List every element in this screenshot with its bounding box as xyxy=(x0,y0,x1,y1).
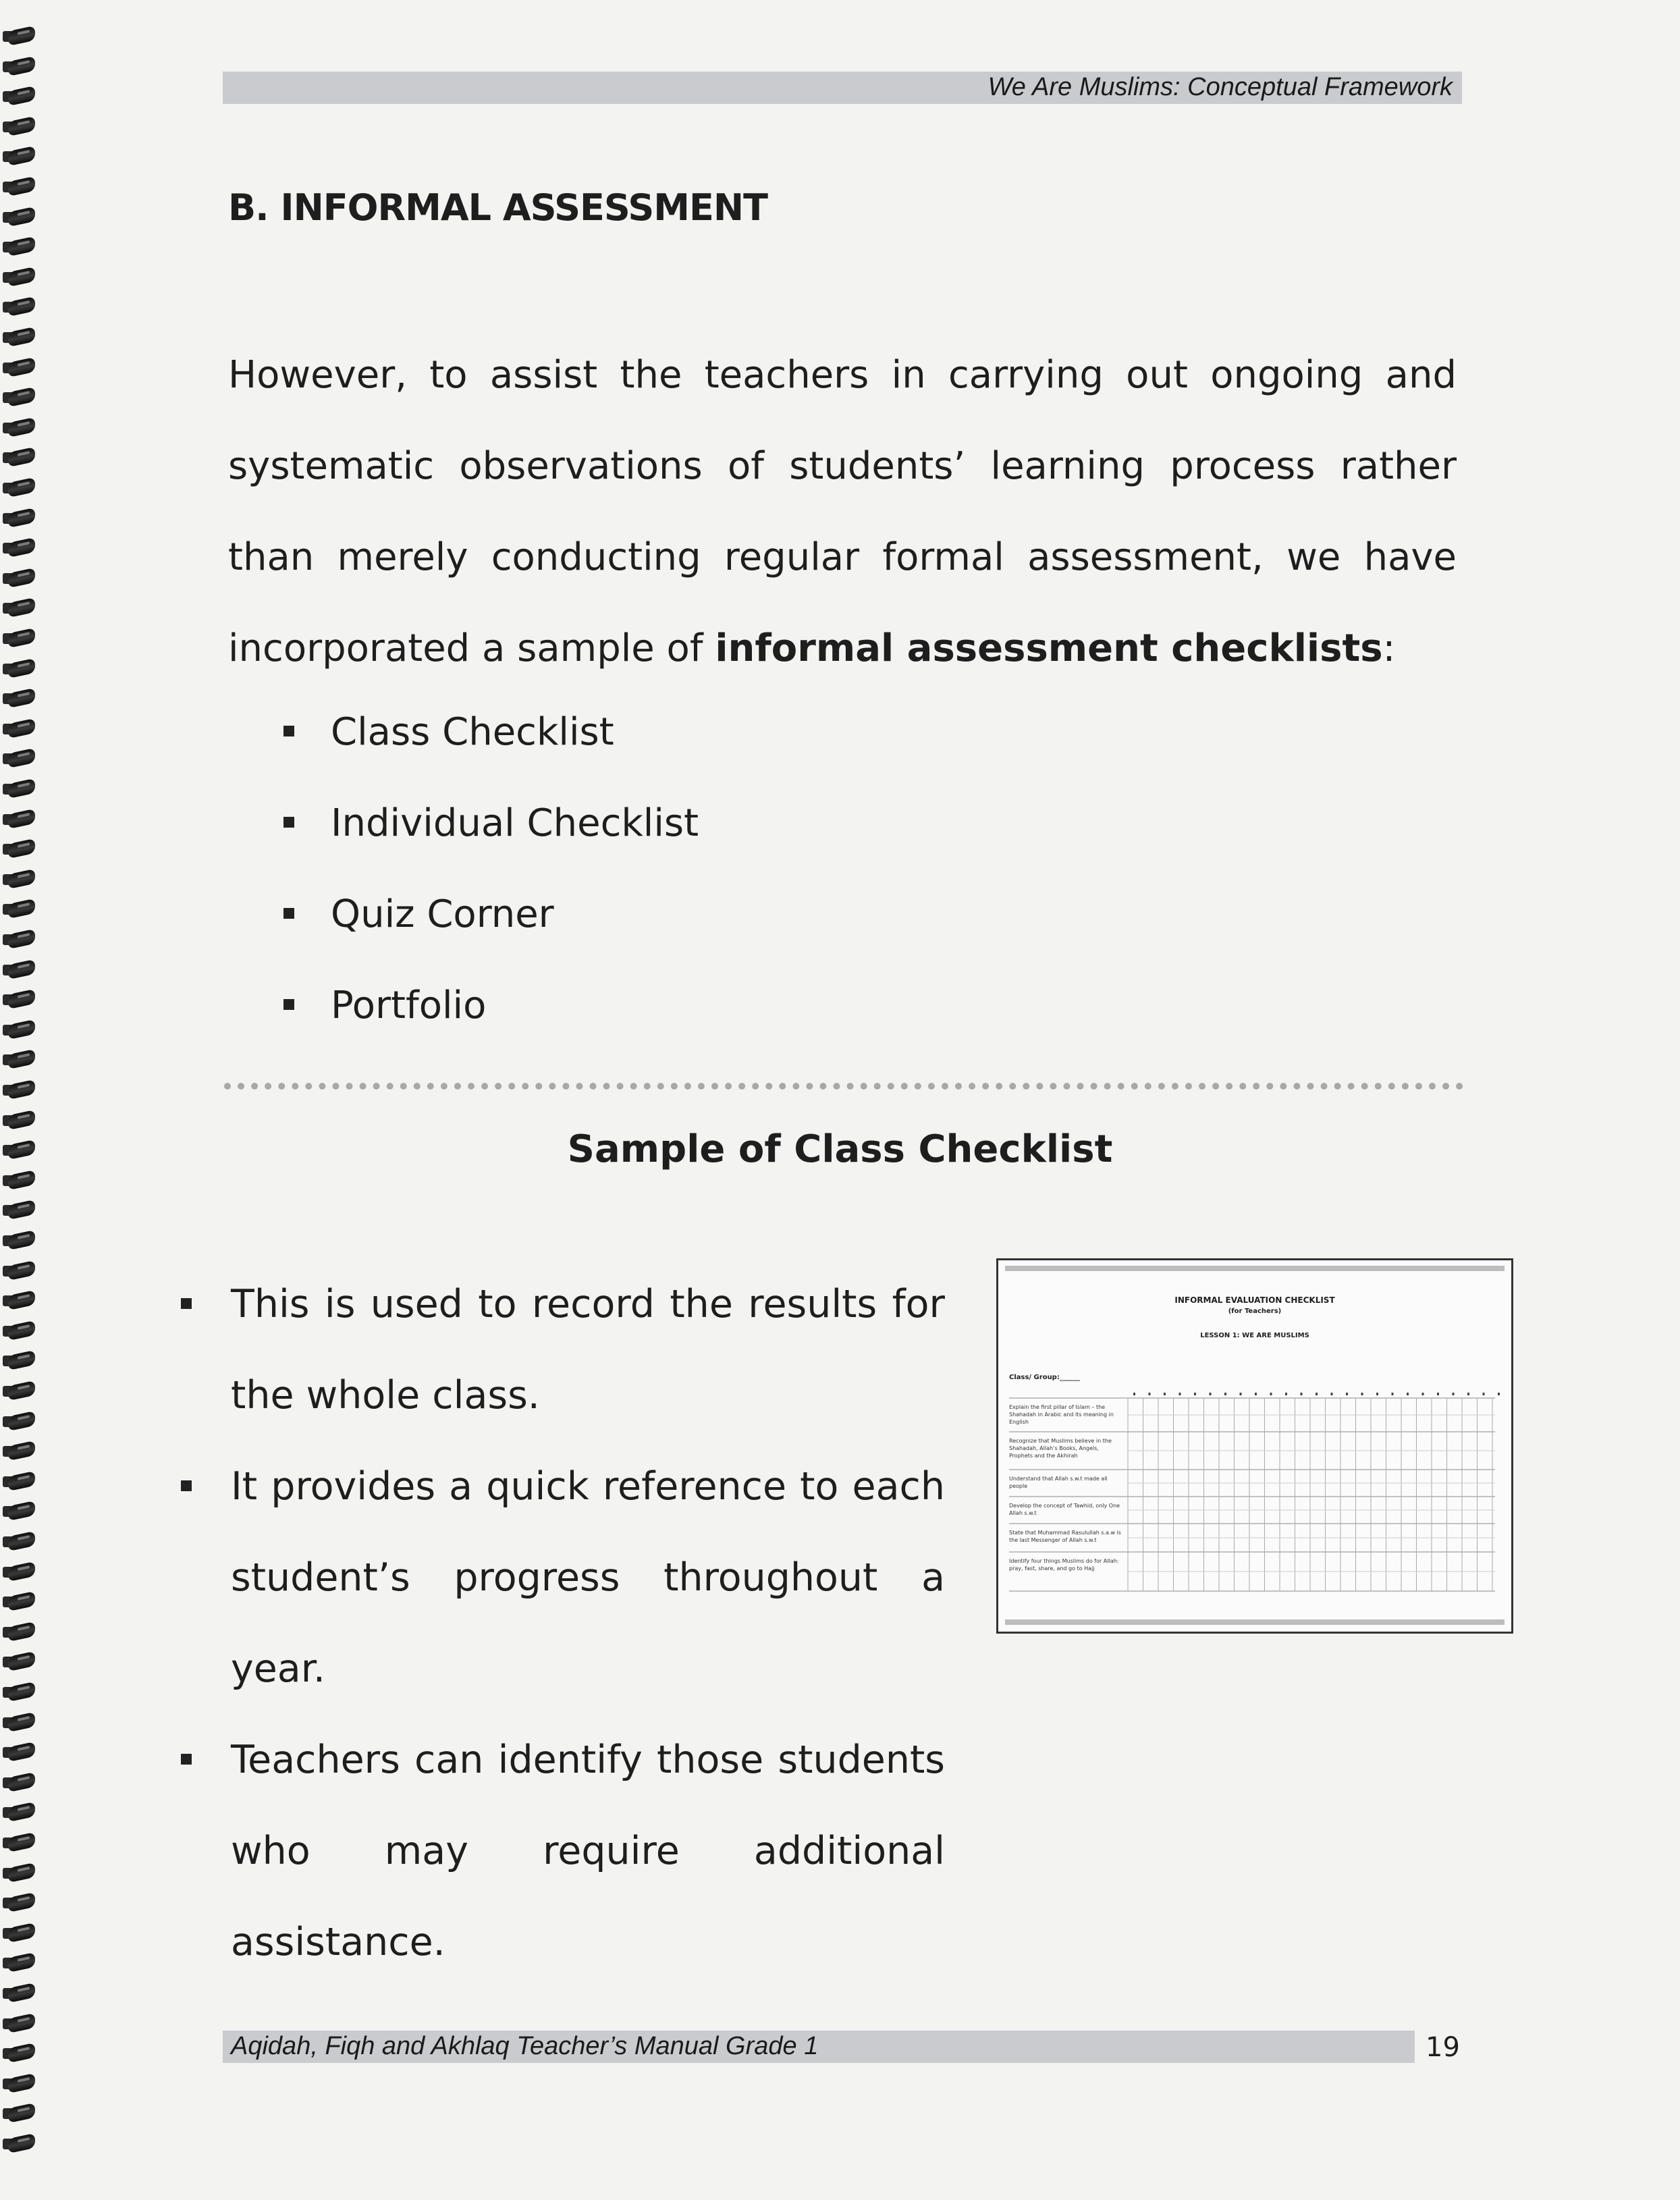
list-item-label: Class Checklist xyxy=(331,710,614,754)
binding-coil xyxy=(3,720,32,737)
binding-coil xyxy=(3,1021,32,1038)
binding-coil xyxy=(3,57,32,75)
thumbnail-footer-bar xyxy=(1005,1619,1505,1625)
binding-coil xyxy=(3,358,32,376)
intro-colon: : xyxy=(1382,626,1396,670)
binding-coil xyxy=(3,539,32,556)
list-item xyxy=(283,960,699,1051)
list-item xyxy=(283,869,699,960)
binding-coil xyxy=(3,2014,32,2032)
binding-coil xyxy=(3,900,32,917)
point-text: This is used to record the results for the whole class. xyxy=(231,1282,945,1418)
binding-coil xyxy=(3,1201,32,1218)
binding-coil xyxy=(3,1171,32,1189)
thumbnail-objective: Understand that Allah s.w.t made all people xyxy=(1009,1476,1108,1489)
binding-coil xyxy=(3,2104,32,2122)
intro-paragraph xyxy=(228,329,1457,694)
binding-coil xyxy=(3,1894,32,1911)
binding-coil xyxy=(3,1382,32,1399)
footer-title: Aqidah, Fiqh and Akhlaq Teacher’s Manual Grade 1 xyxy=(231,2032,819,2060)
binding-coil xyxy=(3,448,32,466)
binding-coil xyxy=(3,87,32,105)
spiral-binding xyxy=(0,27,47,2187)
thumbnail-lesson: LESSON 1: WE ARE MUSLIMS xyxy=(1200,1332,1309,1339)
binding-coil xyxy=(3,208,32,225)
binding-coil xyxy=(3,147,32,165)
thumbnail-objective: Develop the concept of Tawhid, only One Allah s.w.t xyxy=(1009,1503,1120,1516)
list-item-label: Portfolio xyxy=(331,984,487,1027)
binding-coil xyxy=(3,810,32,828)
binding-coil xyxy=(3,1954,32,1971)
binding-coil xyxy=(3,749,32,767)
binding-coil xyxy=(3,298,32,315)
binding-coil xyxy=(3,117,32,135)
binding-coil xyxy=(3,1592,32,1610)
running-footer xyxy=(223,2031,1415,2063)
binding-coil xyxy=(3,1291,32,1309)
binding-coil xyxy=(3,569,32,587)
sample-title: Sample of Class Checklist xyxy=(567,1127,1113,1171)
square-bullet-icon xyxy=(181,1298,192,1309)
square-bullet-icon xyxy=(283,726,294,736)
binding-coil xyxy=(3,1984,32,2002)
binding-coil xyxy=(3,1442,32,1459)
point-text: Teachers can identify those students who may require additional assistance. xyxy=(231,1738,945,1964)
intro-text: However, to assist the teachers in carrying out ongoing and systematic observations of students’ learning process rather than merely conducting regular formal assessment, we have incorporated a sample of xyxy=(228,353,1457,670)
binding-coil xyxy=(3,1683,32,1700)
binding-coil xyxy=(3,870,32,888)
header-title: We Are Muslims: Conceptual Framework xyxy=(987,73,1453,101)
list-item xyxy=(177,1715,945,1988)
thumbnail-objective: Recognize that Muslims believe in the Shahadah, Allah’s Books, Angels, Prophets and the Akhirah xyxy=(1009,1438,1112,1459)
binding-coil xyxy=(3,1743,32,1761)
binding-coil xyxy=(3,238,32,255)
binding-coil xyxy=(3,1262,32,1279)
square-bullet-icon xyxy=(181,1480,192,1491)
section-heading: B. INFORMAL ASSESSMENT xyxy=(228,186,767,229)
binding-coil xyxy=(3,1231,32,1249)
checklist-types-list xyxy=(283,687,699,1051)
square-bullet-icon xyxy=(283,999,294,1010)
point-text: It provides a quick reference to each student’s progress throughout a year. xyxy=(231,1464,945,1691)
binding-coil xyxy=(3,840,32,857)
binding-coil xyxy=(3,1502,32,1520)
binding-coil xyxy=(3,689,32,707)
binding-coil xyxy=(3,1351,32,1369)
thumbnail-objective: State that Muhammad Rasulullah s.a.w is the last Messenger of Allah s.w.t xyxy=(1009,1530,1121,1543)
binding-coil xyxy=(3,990,32,1008)
binding-coil xyxy=(3,1623,32,1640)
binding-coil xyxy=(3,961,32,978)
binding-coil xyxy=(3,1111,32,1129)
binding-coil xyxy=(3,1322,32,1339)
binding-coil xyxy=(3,27,32,45)
running-header xyxy=(223,72,1462,104)
binding-coil xyxy=(3,178,32,195)
thumbnail-subtitle: (for Teachers) xyxy=(1228,1308,1282,1315)
dotted-divider xyxy=(224,1083,1463,1090)
binding-coil xyxy=(3,509,32,527)
binding-coil xyxy=(3,1532,32,1550)
binding-coil xyxy=(3,1050,32,1068)
binding-coil xyxy=(3,1412,32,1430)
binding-coil xyxy=(3,1081,32,1098)
binding-coil xyxy=(3,629,32,647)
checklist-thumbnail xyxy=(996,1258,1513,1634)
square-bullet-icon xyxy=(283,817,294,828)
binding-coil xyxy=(3,388,32,406)
binding-coil xyxy=(3,1773,32,1791)
thumbnail-objective: Identify four things Muslims do for Allah: pray, fast, share, and go to Hajj xyxy=(1009,1558,1119,1572)
binding-coil xyxy=(3,2135,32,2152)
binding-coil xyxy=(3,1833,32,1851)
binding-coil xyxy=(3,1803,32,1821)
list-item xyxy=(177,1441,945,1715)
binding-coil xyxy=(3,1713,32,1731)
page-number: 19 xyxy=(1426,2032,1460,2063)
intro-bold-term: informal assessment checklists xyxy=(715,626,1383,670)
binding-coil xyxy=(3,660,32,677)
binding-coil xyxy=(3,2074,32,2092)
list-item-label: Quiz Corner xyxy=(331,892,554,936)
thumbnail-objective: Explain the first pillar of Islam – the Shahadah in Arabic and its meaning in English xyxy=(1009,1404,1114,1425)
binding-coil xyxy=(3,2044,32,2062)
list-item xyxy=(283,687,699,778)
list-item-label: Individual Checklist xyxy=(331,801,699,845)
binding-coil xyxy=(3,1653,32,1670)
binding-coil xyxy=(3,599,32,616)
binding-coil xyxy=(3,780,32,797)
square-bullet-icon xyxy=(181,1754,192,1765)
list-item xyxy=(283,778,699,869)
binding-coil xyxy=(3,1924,32,1941)
thumbnail-header-bar xyxy=(1005,1266,1505,1271)
thumbnail-grid xyxy=(1009,1389,1502,1618)
square-bullet-icon xyxy=(283,908,294,919)
thumbnail-title: INFORMAL EVALUATION CHECKLIST xyxy=(1174,1295,1335,1305)
binding-coil xyxy=(3,328,32,346)
thumbnail-class-group: Class/ Group:______ xyxy=(1009,1374,1080,1381)
binding-coil xyxy=(3,419,32,436)
binding-coil xyxy=(3,479,32,496)
sample-points-list xyxy=(177,1259,945,1988)
binding-coil xyxy=(3,1472,32,1490)
binding-coil xyxy=(3,1563,32,1580)
binding-coil xyxy=(3,1864,32,1881)
list-item xyxy=(177,1259,945,1441)
binding-coil xyxy=(3,930,32,948)
binding-coil xyxy=(3,268,32,286)
